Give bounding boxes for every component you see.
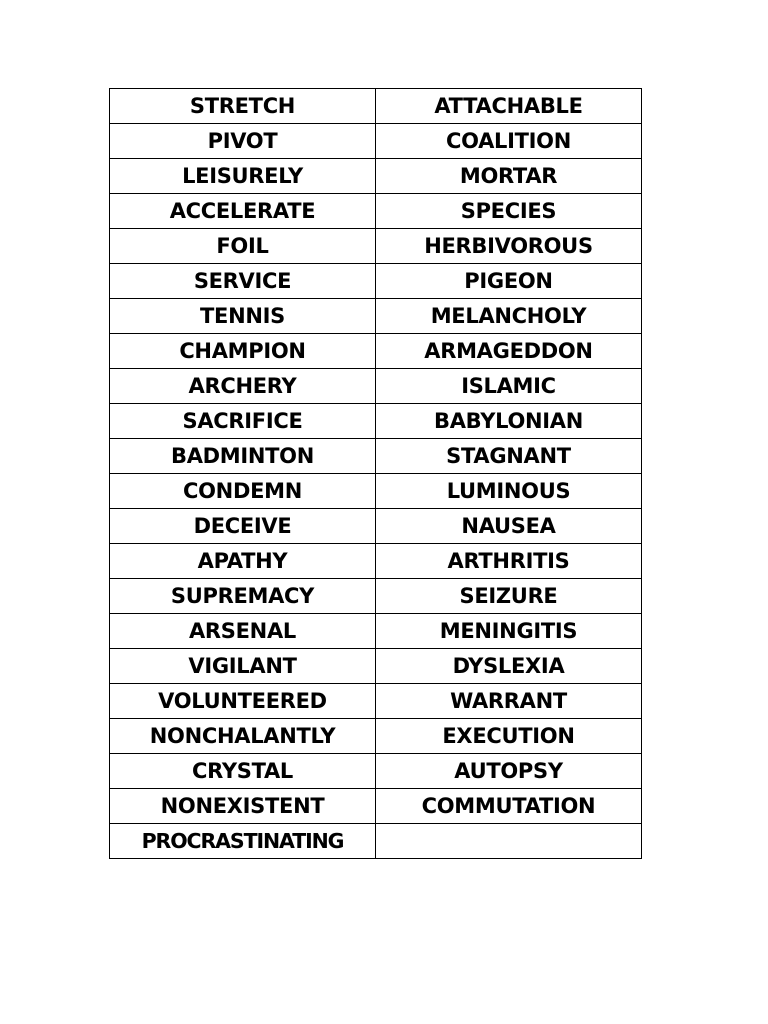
table-row — [110, 404, 642, 439]
word-cell-right: DYSLEXIA — [376, 649, 642, 684]
word-cell-left: VIGILANT — [110, 649, 376, 684]
word-cell-left: NONEXISTENT — [110, 789, 376, 824]
table-row — [110, 684, 642, 719]
table-row — [110, 89, 642, 124]
table-row — [110, 614, 642, 649]
word-cell-left: BADMINTON — [110, 439, 376, 474]
word-cell-left: CHAMPION — [110, 334, 376, 369]
word-cell-left: PROCRASTINATING — [110, 824, 376, 859]
word-table — [109, 88, 642, 859]
word-cell-left: ARSENAL — [110, 614, 376, 649]
word-cell-right: HERBIVOROUS — [376, 229, 642, 264]
word-cell-right: MELANCHOLY — [376, 299, 642, 334]
table-row — [110, 579, 642, 614]
word-cell-right: ISLAMIC — [376, 369, 642, 404]
table-row — [110, 369, 642, 404]
word-cell-right: LUMINOUS — [376, 474, 642, 509]
word-cell-right: BABYLONIAN — [376, 404, 642, 439]
word-cell-left: DECEIVE — [110, 509, 376, 544]
word-cell-left: NONCHALANTLY — [110, 719, 376, 754]
table-row — [110, 229, 642, 264]
word-cell-right: SEIZURE — [376, 579, 642, 614]
word-cell-left: VOLUNTEERED — [110, 684, 376, 719]
table-row — [110, 474, 642, 509]
word-cell-right: COALITION — [376, 124, 642, 159]
word-cell-right: EXECUTION — [376, 719, 642, 754]
table-row — [110, 509, 642, 544]
word-cell-right: SPECIES — [376, 194, 642, 229]
word-cell-right: ATTACHABLE — [376, 89, 642, 124]
word-cell-right: AUTOPSY — [376, 754, 642, 789]
word-cell-right: PIGEON — [376, 264, 642, 299]
table-row — [110, 439, 642, 474]
word-cell-right: COMMUTATION — [376, 789, 642, 824]
table-row — [110, 824, 642, 859]
word-table-body — [110, 89, 642, 859]
table-row — [110, 124, 642, 159]
word-cell-left: CONDEMN — [110, 474, 376, 509]
word-cell-left: ACCELERATE — [110, 194, 376, 229]
word-cell-left: LEISURELY — [110, 159, 376, 194]
word-cell-right: ARTHRITIS — [376, 544, 642, 579]
table-row — [110, 754, 642, 789]
word-cell-right: MORTAR — [376, 159, 642, 194]
word-cell-left: TENNIS — [110, 299, 376, 334]
word-cell-left: ARCHERY — [110, 369, 376, 404]
word-cell-left: SERVICE — [110, 264, 376, 299]
word-cell-right: WARRANT — [376, 684, 642, 719]
word-cell-left: CRYSTAL — [110, 754, 376, 789]
table-row — [110, 334, 642, 369]
table-row — [110, 264, 642, 299]
word-cell-left: PIVOT — [110, 124, 376, 159]
word-cell-right-empty — [376, 824, 642, 859]
word-cell-left: STRETCH — [110, 89, 376, 124]
table-row — [110, 544, 642, 579]
word-cell-right: ARMAGEDDON — [376, 334, 642, 369]
word-cell-right: MENINGITIS — [376, 614, 642, 649]
word-cell-left: SACRIFICE — [110, 404, 376, 439]
word-cell-left: FOIL — [110, 229, 376, 264]
table-row — [110, 719, 642, 754]
table-row — [110, 789, 642, 824]
table-row — [110, 159, 642, 194]
word-cell-right: NAUSEA — [376, 509, 642, 544]
word-cell-left: APATHY — [110, 544, 376, 579]
table-row — [110, 649, 642, 684]
word-cell-left: SUPREMACY — [110, 579, 376, 614]
table-row — [110, 194, 642, 229]
word-cell-right: STAGNANT — [376, 439, 642, 474]
table-row — [110, 299, 642, 334]
